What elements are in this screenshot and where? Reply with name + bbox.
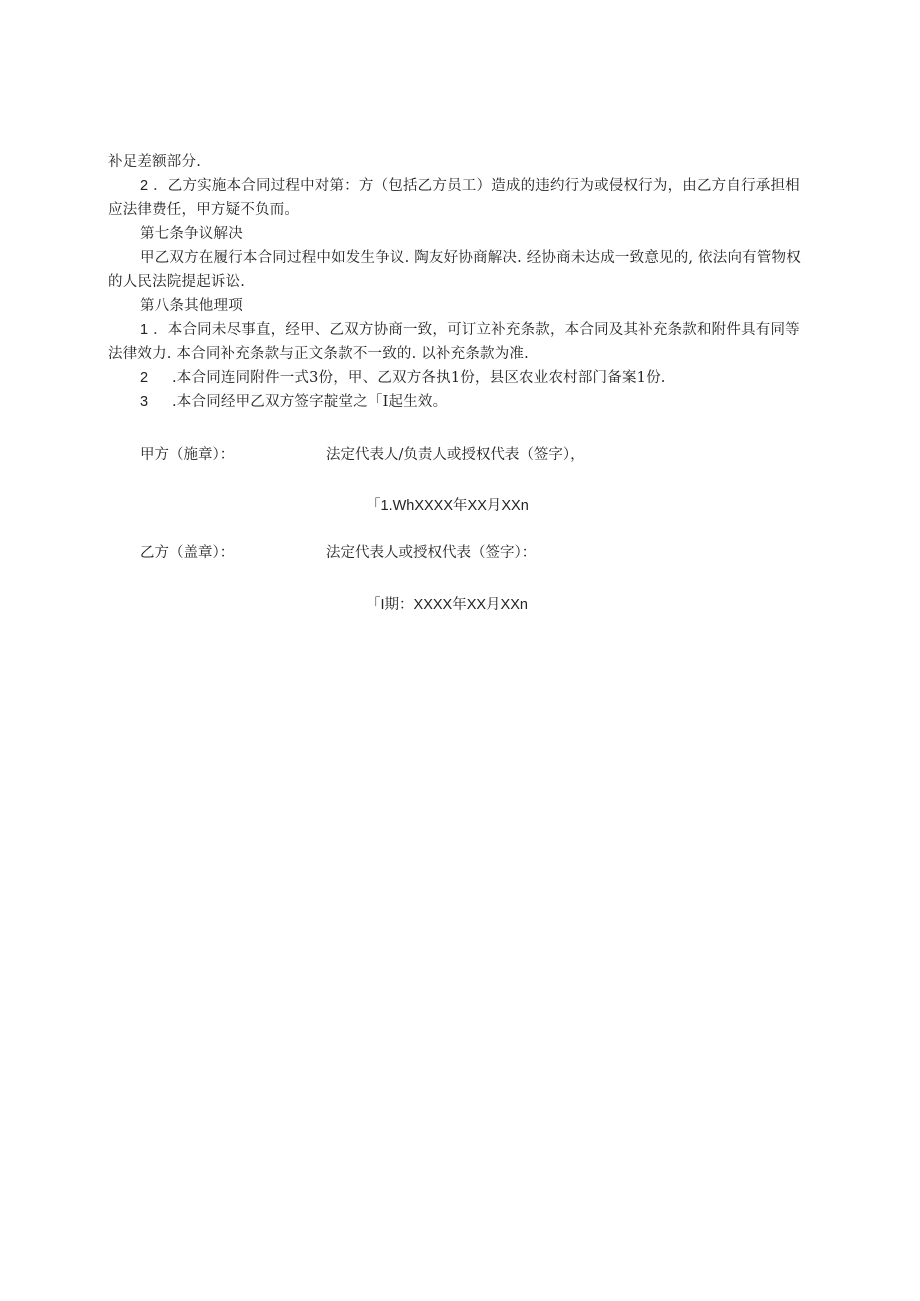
line-text: 补足差额部分. [108, 154, 202, 170]
party-b-label: 乙方（盖章）： [140, 545, 235, 561]
party-b-seal-label [140, 541, 234, 565]
section-heading: 第七条争议解决 [140, 226, 243, 242]
line-text: ．乙方实施本合同过程中对第：方（包括乙方员工）造成的违约行为或侵权行为，由乙方自行承担相 [153, 178, 800, 194]
clause-2-line-2 [108, 198, 836, 222]
line-text: 法律效力. 本合同补充条款与正文条款不一致的. 以补充条款为准. [108, 346, 529, 362]
party-a-rep-label: 法定代表人/负责人或授权代表（签字）， [326, 447, 585, 463]
party-a-date-text: 「1.WhXXXX年XX月XXn [366, 498, 529, 514]
line-text: ．本合同未尽事直，经甲、乙双方协商一致，可订立补充条款，本合同及其补充条款和附件具有同等 [153, 322, 800, 338]
article-8-clause-3 [108, 390, 836, 414]
party-b-representative [326, 541, 536, 565]
line-text: 应法律费任，甲方疑不负而。 [108, 202, 300, 218]
section-heading: 第八条其他理项 [140, 298, 243, 314]
line-text: 的人民法院提起诉讼. [108, 274, 246, 290]
clause-number: 2 [140, 178, 149, 194]
article-7-line-2 [108, 270, 836, 294]
party-a-representative [326, 443, 585, 467]
article-8-heading [108, 294, 836, 318]
clause-number: 1 [140, 322, 149, 338]
article-8-clause-1-line-2 [108, 342, 836, 366]
party-b-date [366, 593, 528, 617]
article-7-heading [108, 222, 836, 246]
party-b-rep-label: 法定代表人或授权代表（签字）： [326, 545, 537, 561]
clause-number: 2 [140, 370, 149, 386]
party-a-label: 甲方（施章）： [140, 447, 235, 463]
contract-body [108, 150, 836, 414]
article-7-line-1 [108, 246, 836, 270]
line-text: .本合同经甲乙双方签字靛堂之「I起生效。 [172, 394, 448, 410]
paragraph-line [108, 150, 836, 174]
article-8-clause-2 [108, 366, 836, 390]
line-text: 甲乙双方在履行本合同过程中如发生争议. 陶友好协商解决. 经协商未达成一致意见的, 依法向有管物权 [140, 250, 801, 266]
party-b-date-text: 「I期：XXXX年XX月XXn [366, 597, 528, 613]
clause-number: 3 [140, 394, 149, 410]
party-a-date [366, 494, 529, 518]
line-text: .本合同连同附件一式3份，甲、乙双方各执1份，县区农业农村部门备案1份. [172, 370, 666, 386]
clause-2-line-1 [108, 174, 836, 198]
article-8-clause-1-line-1 [108, 318, 836, 342]
party-a-seal-label [140, 443, 234, 467]
